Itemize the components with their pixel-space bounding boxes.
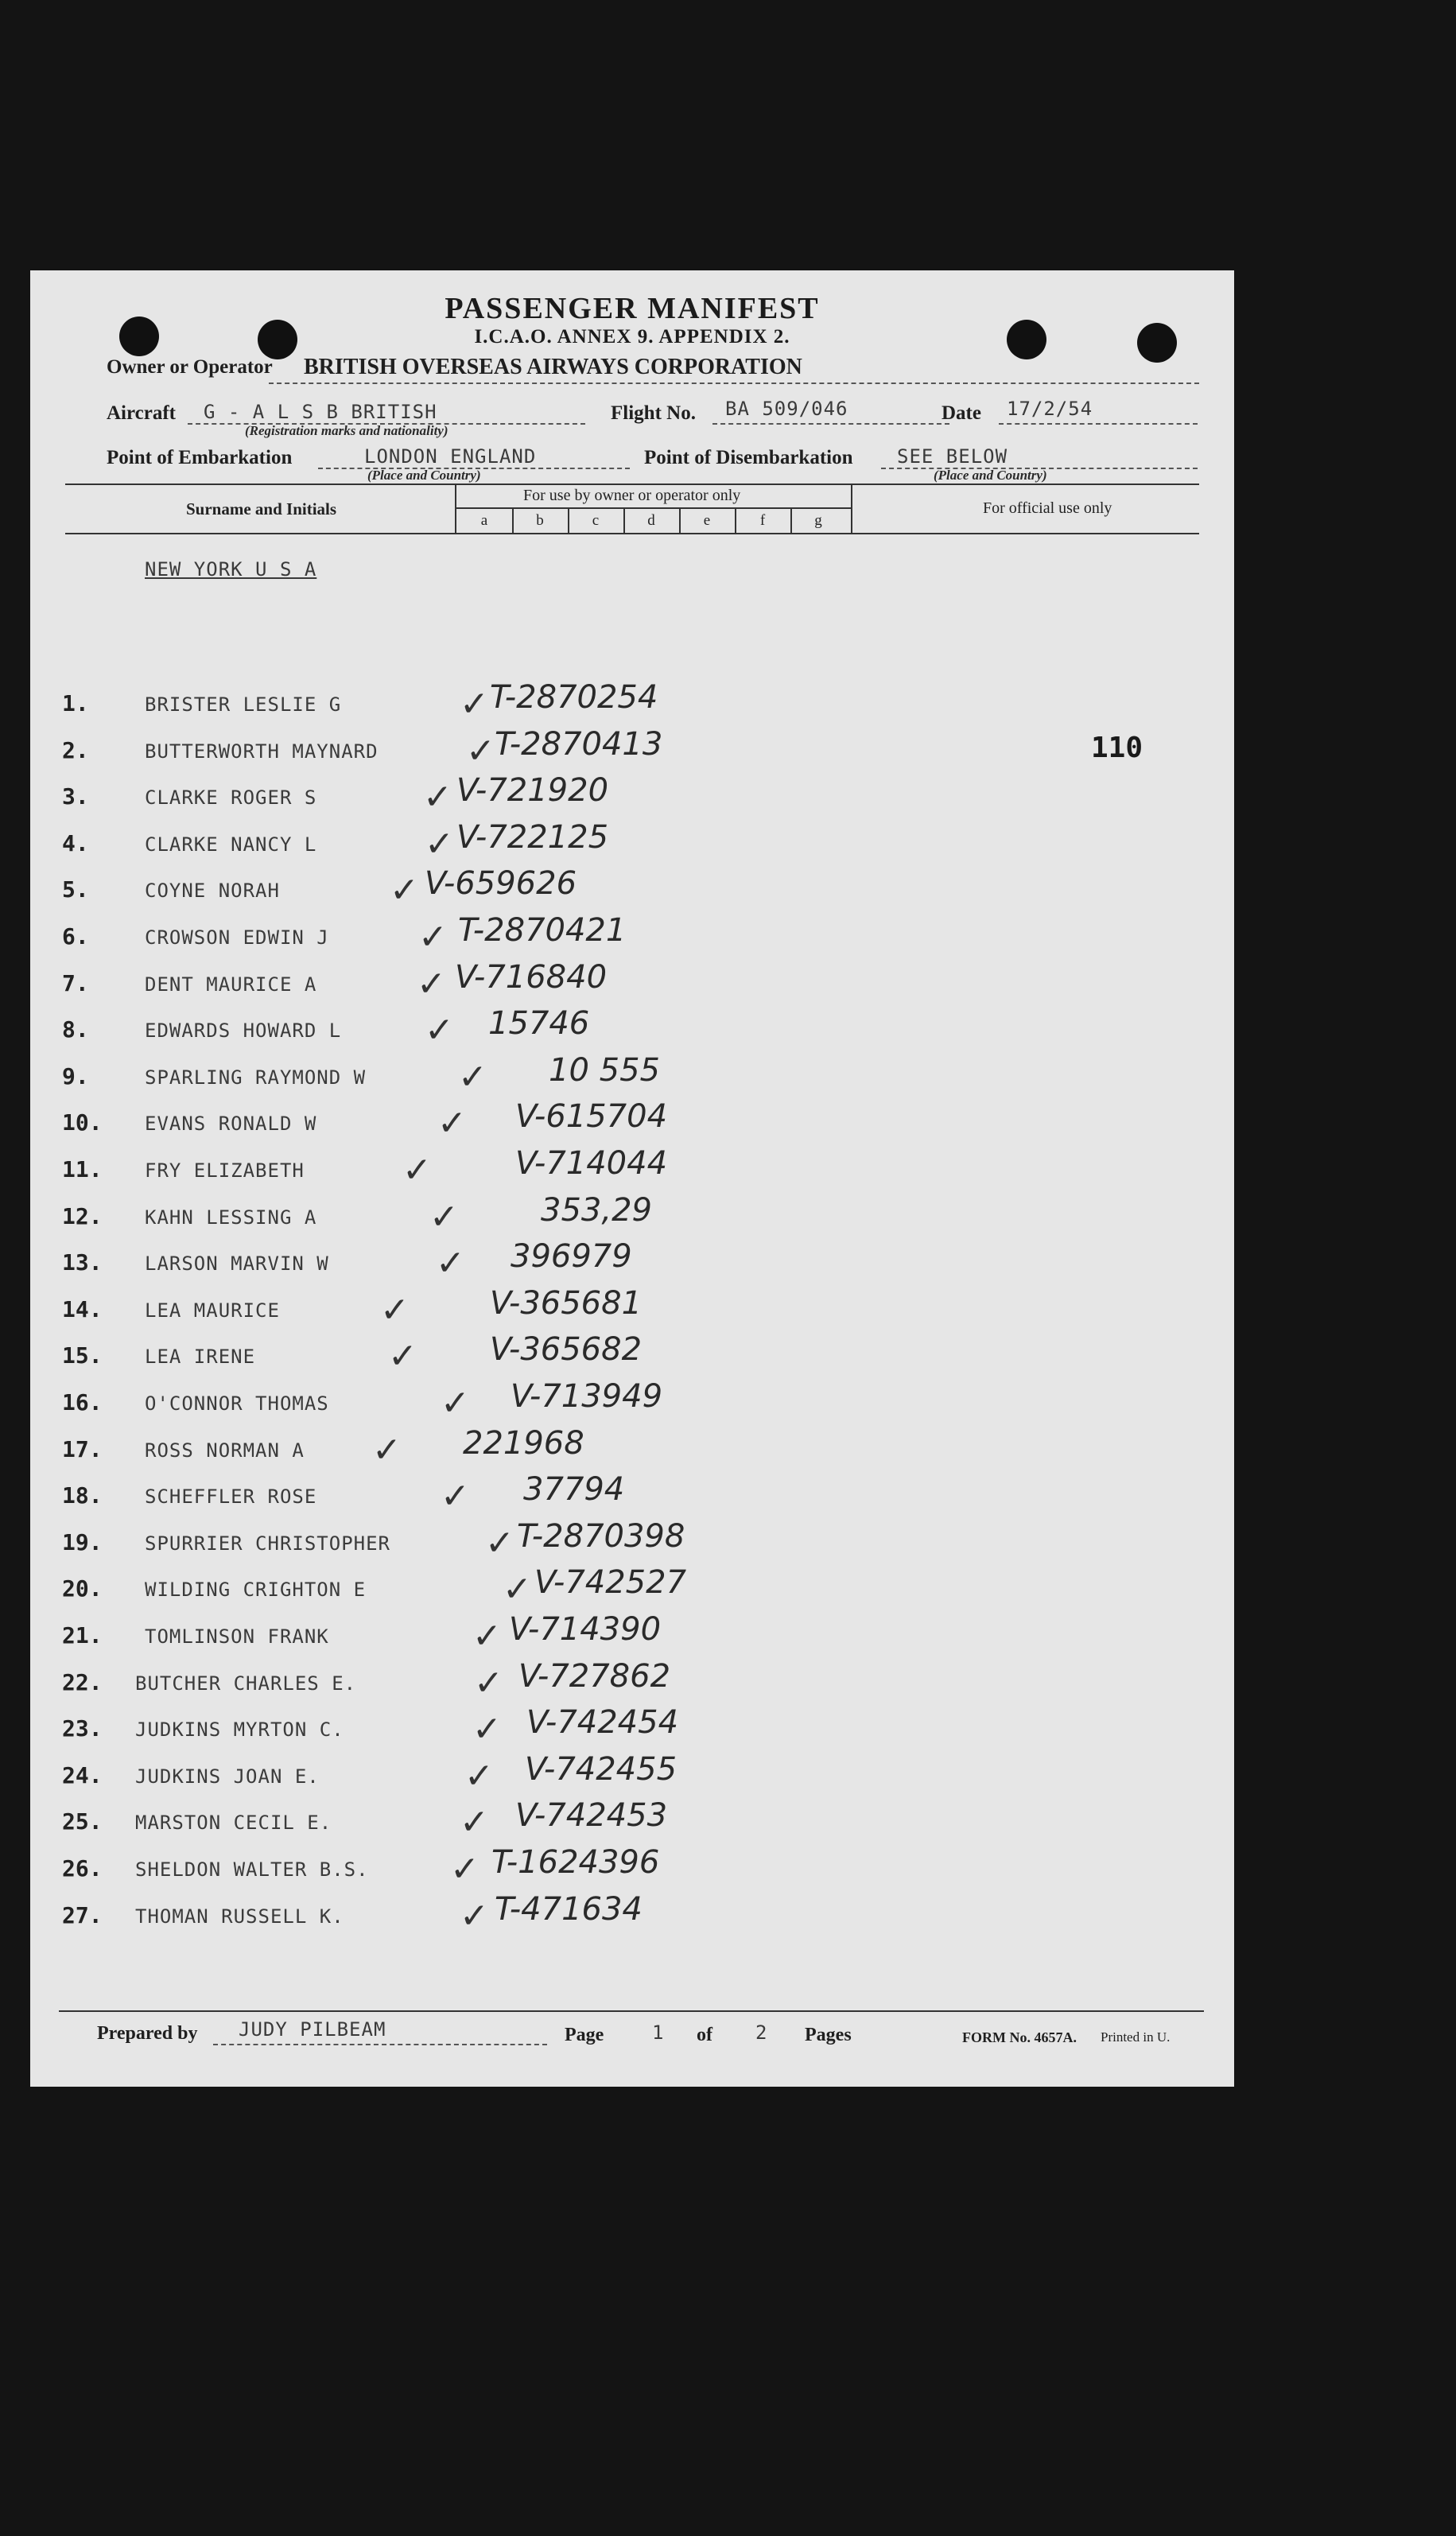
- prepared-by-rule: [213, 2044, 547, 2045]
- passenger-number: 26.: [62, 1855, 103, 1882]
- list-item: [30, 1564, 1234, 1615]
- embarkation-rule: [318, 468, 630, 469]
- passport-number: T-2870413: [495, 726, 663, 763]
- aircraft-caption: (Registration marks and nationality): [245, 423, 448, 438]
- list-item: [30, 1145, 1234, 1196]
- passport-number: V-742455: [525, 1751, 678, 1788]
- surname-column-header: Surname and Initials: [186, 499, 337, 518]
- list-item: [30, 1285, 1234, 1336]
- flight-rule: [712, 423, 949, 425]
- check-mark-icon: ✓: [425, 1010, 454, 1051]
- list-item: [30, 865, 1234, 916]
- page-subtitle: I.C.A.O. ANNEX 9. APPENDIX 2.: [474, 326, 790, 348]
- passenger-name: LEA IRENE: [145, 1346, 256, 1368]
- passenger-number: 20.: [62, 1575, 103, 1602]
- passenger-name: TOMLINSON FRANK: [145, 1625, 329, 1648]
- passenger-number: 18.: [62, 1482, 103, 1509]
- passenger-name: SPURRIER CHRISTOPHER: [145, 1532, 390, 1555]
- passenger-name: KAHN LESSING A: [145, 1206, 317, 1229]
- passenger-name: SHELDON WALTER B.S.: [135, 1858, 369, 1881]
- aircraft-label: Aircraft: [107, 402, 176, 424]
- table-header-bottom-rule: [65, 533, 1199, 534]
- passenger-name: BUTTERWORTH MAYNARD: [145, 740, 379, 763]
- list-item: [30, 959, 1234, 1010]
- column-divider: [512, 509, 514, 534]
- passenger-name: SCHEFFLER ROSE: [145, 1485, 317, 1508]
- flight-value: BA 509/046: [725, 398, 848, 420]
- column-a: a: [480, 512, 488, 529]
- check-mark-icon: ✓: [450, 1849, 480, 1889]
- column-c: c: [592, 512, 600, 529]
- check-mark-icon: ✓: [460, 684, 489, 724]
- list-item: [30, 1751, 1234, 1802]
- embarkation-value: LONDON ENGLAND: [364, 445, 537, 468]
- list-item: [30, 1425, 1234, 1476]
- official-mark: 110: [1091, 732, 1143, 764]
- passport-number: 396979: [511, 1238, 632, 1275]
- check-mark-icon: ✓: [418, 917, 448, 957]
- list-item: [30, 1518, 1234, 1569]
- page-number: 1: [652, 2021, 665, 2044]
- check-mark-icon: ✓: [464, 1756, 494, 1796]
- column-divider: [679, 509, 681, 534]
- passport-number: V-722125: [456, 819, 609, 856]
- list-item: [30, 772, 1234, 823]
- passenger-name: SPARLING RAYMOND W: [145, 1066, 367, 1089]
- check-mark-icon: ✓: [458, 1057, 487, 1097]
- passport-number: V-721920: [456, 772, 609, 809]
- passenger-number: 12.: [62, 1203, 103, 1229]
- disembarkation-caption: (Place and Country): [934, 468, 1047, 483]
- check-mark-icon: ✓: [503, 1569, 532, 1610]
- check-mark-icon: ✓: [466, 731, 495, 771]
- list-item: [30, 1192, 1234, 1243]
- column-divider: [568, 509, 569, 534]
- column-g: g: [814, 512, 822, 529]
- column-e: e: [703, 512, 711, 529]
- manifest-page: [30, 270, 1234, 2087]
- list-item: [30, 1098, 1234, 1149]
- list-item: [30, 1891, 1234, 1942]
- passport-number: V-365681: [490, 1285, 643, 1322]
- column-d: d: [647, 512, 655, 529]
- check-mark-icon: ✓: [436, 1243, 465, 1284]
- official-use-header: For official use only: [983, 499, 1112, 517]
- passport-number: V-727862: [518, 1658, 671, 1695]
- passport-number: 37794: [523, 1471, 625, 1508]
- column-divider: [851, 484, 852, 533]
- passenger-name: THOMAN RUSSELL K.: [135, 1905, 344, 1928]
- embarkation-caption: (Place and Country): [367, 468, 481, 483]
- prepared-by-value: JUDY PILBEAM: [239, 2018, 386, 2041]
- passenger-name: WILDING CRIGHTON E: [145, 1579, 367, 1601]
- passenger-name: JUDKINS JOAN E.: [135, 1765, 320, 1788]
- passenger-name: EVANS RONALD W: [145, 1113, 317, 1135]
- passenger-number: 4.: [62, 830, 89, 856]
- passenger-number: 3.: [62, 783, 89, 810]
- passenger-name: O'CONNOR THOMAS: [145, 1392, 329, 1415]
- passenger-number: 19.: [62, 1529, 103, 1555]
- passport-number: T-1624396: [491, 1844, 660, 1881]
- check-mark-icon: ✓: [402, 1150, 432, 1190]
- passenger-number: 15.: [62, 1342, 103, 1369]
- passenger-number: 1.: [62, 690, 89, 717]
- passenger-number: 27.: [62, 1902, 103, 1928]
- passenger-number: 6.: [62, 923, 89, 950]
- check-mark-icon: ✓: [372, 1430, 402, 1470]
- passport-number: V-742454: [526, 1704, 679, 1741]
- printed-in: Printed in U.: [1101, 2029, 1171, 2045]
- passport-number: 353,29: [541, 1192, 652, 1229]
- aircraft-rule: [188, 423, 585, 425]
- check-mark-icon: ✓: [423, 777, 452, 818]
- check-mark-icon: ✓: [380, 1290, 410, 1330]
- disembarkation-label: Point of Disembarkation: [644, 447, 853, 468]
- form-number: FORM No. 4657A.: [962, 2029, 1077, 2045]
- passenger-name: JUDKINS MYRTON C.: [135, 1718, 344, 1741]
- passenger-number: 16.: [62, 1389, 103, 1416]
- passport-number: T-2870398: [517, 1518, 685, 1555]
- passenger-number: 21.: [62, 1622, 103, 1649]
- list-item: [30, 1704, 1234, 1755]
- owner-label: Owner or Operator: [107, 356, 273, 378]
- passenger-number: 24.: [62, 1762, 103, 1788]
- of-label: of: [697, 2025, 712, 2045]
- list-item: [30, 679, 1234, 730]
- passenger-name: FRY ELIZABETH: [145, 1159, 305, 1182]
- passport-number: V-714044: [515, 1145, 668, 1182]
- destination: NEW YORK U S A: [145, 558, 317, 581]
- check-mark-icon: ✓: [437, 1103, 467, 1144]
- check-mark-icon: ✓: [388, 1336, 417, 1377]
- list-item: [30, 1658, 1234, 1709]
- passenger-name: BRISTER LESLIE G: [145, 693, 342, 716]
- passenger-name: EDWARDS HOWARD L: [145, 1019, 342, 1042]
- passenger-name: MARSTON CECIL E.: [135, 1812, 332, 1834]
- passenger-number: 17.: [62, 1436, 103, 1462]
- list-item: [30, 1471, 1234, 1522]
- passenger-number: 7.: [62, 970, 89, 996]
- list-item: [30, 726, 1234, 777]
- list-item: [30, 1238, 1234, 1289]
- aircraft-value: G - A L S B BRITISH: [204, 401, 437, 423]
- passenger-name: CLARKE ROGER S: [145, 786, 317, 809]
- check-mark-icon: ✓: [485, 1523, 514, 1563]
- total-pages: 2: [755, 2021, 768, 2044]
- owner-use-header: For use by owner or operator only: [523, 487, 741, 504]
- column-divider: [623, 509, 625, 534]
- check-mark-icon: ✓: [472, 1709, 502, 1750]
- passenger-name: LEA MAURICE: [145, 1299, 280, 1322]
- passenger-number: 25.: [62, 1808, 103, 1835]
- passport-number: V-742453: [515, 1797, 668, 1834]
- list-item: [30, 1005, 1234, 1056]
- column-f: f: [759, 512, 766, 529]
- passenger-name: CROWSON EDWIN J: [145, 926, 329, 949]
- flight-label: Flight No.: [611, 402, 696, 424]
- list-item: [30, 1331, 1234, 1382]
- date-rule: [999, 423, 1198, 425]
- list-item: [30, 1797, 1234, 1848]
- footer-rule: [59, 2010, 1204, 2012]
- check-mark-icon: ✓: [460, 1896, 489, 1936]
- passenger-name: CLARKE NANCY L: [145, 833, 317, 856]
- check-mark-icon: ✓: [472, 1616, 502, 1656]
- passenger-name: COYNE NORAH: [145, 880, 280, 902]
- passenger-number: 11.: [62, 1156, 103, 1183]
- check-mark-icon: ✓: [390, 870, 419, 911]
- prepared-by-label: Prepared by: [97, 2023, 198, 2044]
- list-item: [30, 1378, 1234, 1429]
- passenger-number: 13.: [62, 1249, 103, 1276]
- page-title: PASSENGER MANIFEST: [445, 292, 820, 325]
- check-mark-icon: ✓: [460, 1802, 489, 1843]
- passenger-name: DENT MAURICE A: [145, 973, 317, 996]
- check-mark-icon: ✓: [474, 1663, 503, 1703]
- column-divider: [790, 509, 792, 534]
- pages-label: Pages: [805, 2025, 852, 2045]
- list-item: [30, 912, 1234, 963]
- passport-number: V-659626: [425, 865, 577, 902]
- date-label: Date: [942, 402, 981, 424]
- passenger-number: 22.: [62, 1669, 103, 1695]
- passenger-name: BUTCHER CHARLES E.: [135, 1672, 357, 1695]
- passenger-number: 2.: [62, 737, 89, 763]
- passenger-number: 10.: [62, 1109, 103, 1136]
- passport-number: V-615704: [515, 1098, 668, 1135]
- disembarkation-value: SEE BELOW: [897, 445, 1008, 468]
- check-mark-icon: ✓: [441, 1476, 470, 1517]
- check-mark-icon: ✓: [441, 1383, 470, 1423]
- passport-number: 221968: [463, 1425, 584, 1462]
- check-mark-icon: ✓: [425, 824, 454, 864]
- passenger-name: LARSON MARVIN W: [145, 1252, 329, 1275]
- passenger-number: 14.: [62, 1296, 103, 1322]
- passenger-number: 9.: [62, 1063, 89, 1089]
- passport-number: T-471634: [495, 1891, 643, 1928]
- date-value: 17/2/54: [1007, 398, 1093, 420]
- list-item: [30, 1052, 1234, 1103]
- page-label: Page: [565, 2025, 604, 2045]
- column-divider: [735, 509, 736, 534]
- check-mark-icon: ✓: [429, 1197, 459, 1237]
- passenger-number: 8.: [62, 1016, 89, 1043]
- passport-number: V-742527: [534, 1564, 687, 1601]
- passport-number: T-2870254: [490, 679, 658, 716]
- list-item: [30, 1844, 1234, 1895]
- passenger-name: ROSS NORMAN A: [145, 1439, 305, 1462]
- column-b: b: [536, 512, 544, 529]
- table-top-rule: [65, 484, 1199, 485]
- passenger-number: 5.: [62, 876, 89, 903]
- passport-number: 15746: [488, 1005, 590, 1042]
- owner-value: BRITISH OVERSEAS AIRWAYS CORPORATION: [304, 355, 802, 379]
- list-item: [30, 1611, 1234, 1662]
- passport-number: V-365682: [490, 1331, 643, 1368]
- owner-rule: [269, 383, 1199, 384]
- list-item: [30, 819, 1234, 870]
- passport-number: V-716840: [455, 959, 608, 996]
- passport-number: V-714390: [509, 1611, 662, 1648]
- disembarkation-rule: [881, 468, 1198, 469]
- passport-number: 10 555: [549, 1052, 660, 1089]
- passport-number: T-2870421: [458, 912, 627, 949]
- passport-number: V-713949: [511, 1378, 663, 1415]
- passenger-number: 23.: [62, 1715, 103, 1742]
- embarkation-label: Point of Embarkation: [107, 447, 293, 468]
- check-mark-icon: ✓: [417, 964, 446, 1004]
